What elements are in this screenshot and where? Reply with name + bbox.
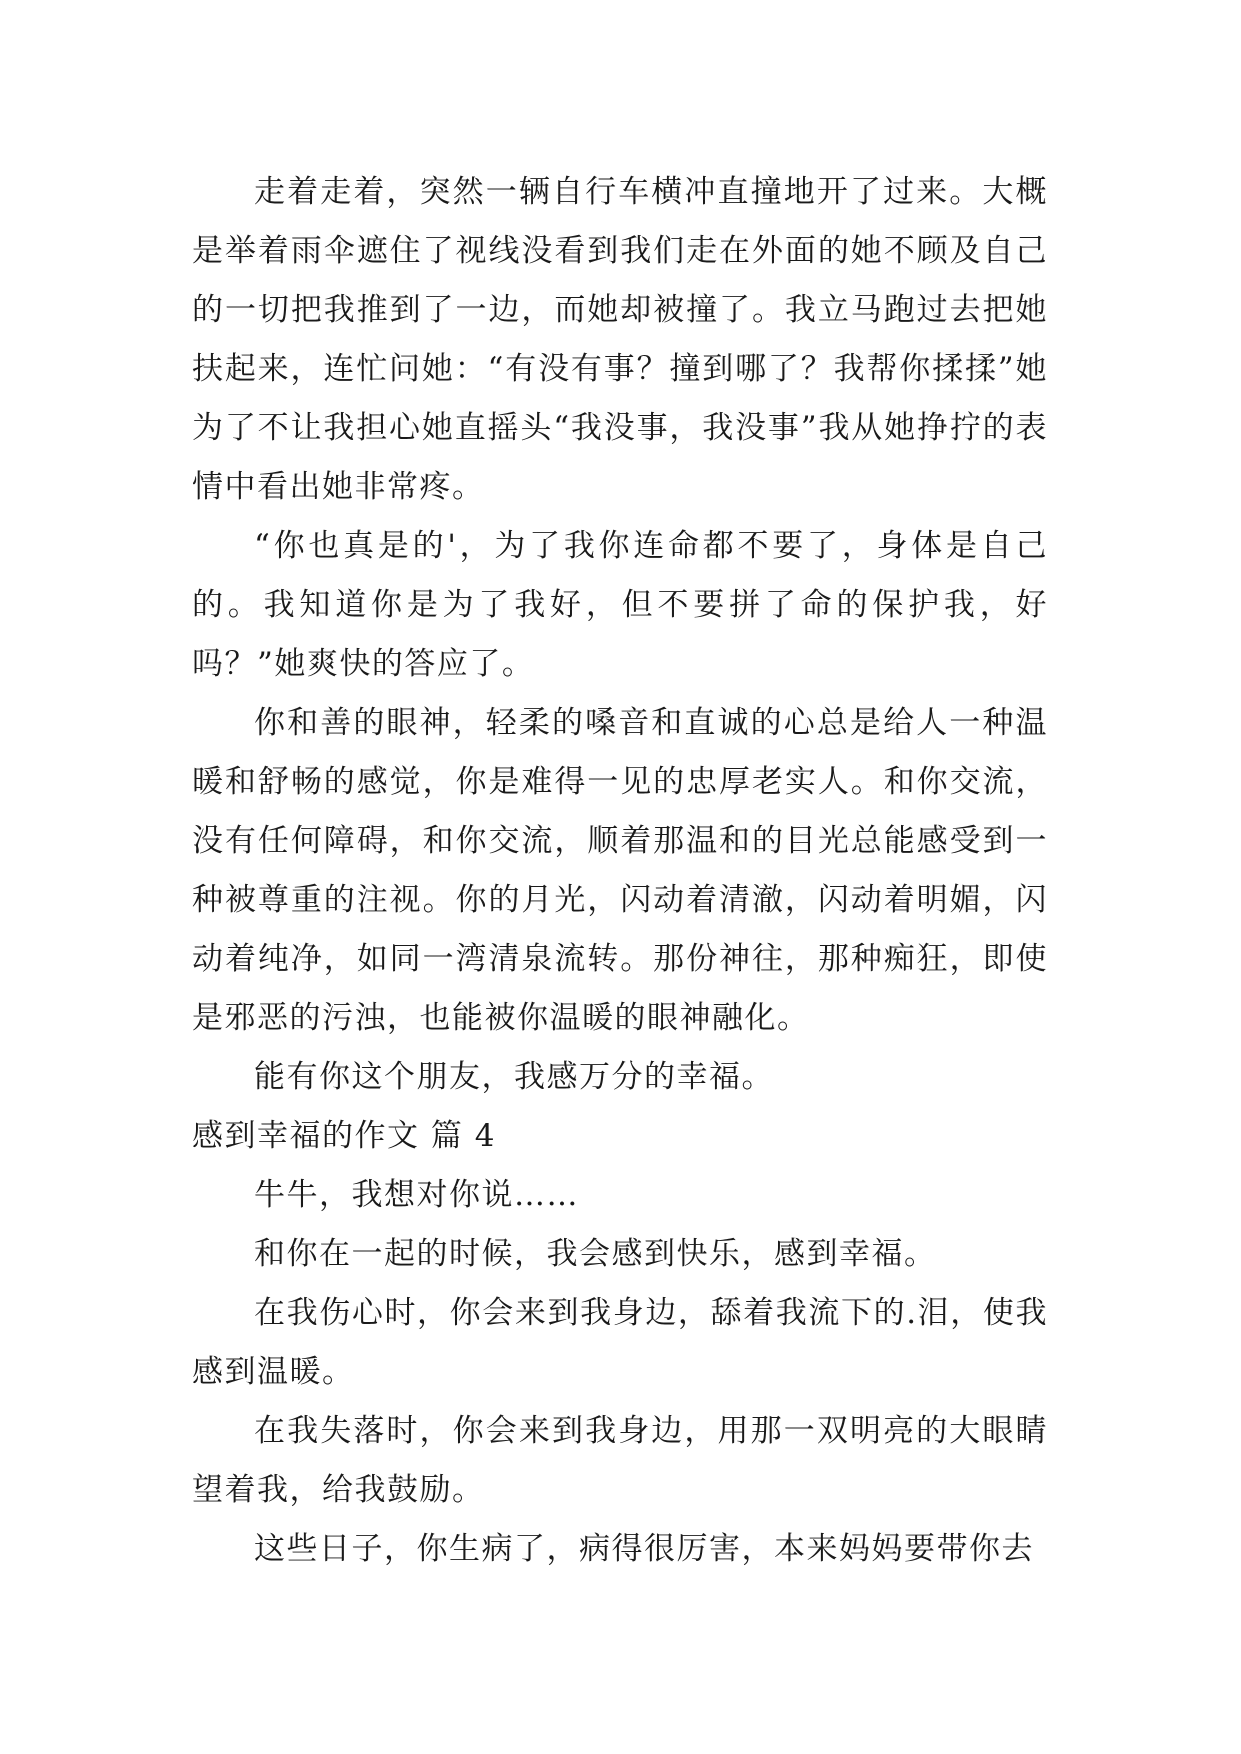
paragraph-sad-times: 在我伤心时，你会来到我身边，舔着我流下的.泪，使我感到温暖。 <box>192 1295 1048 1390</box>
paragraph-protect-me: “你也真是的'，为了我你连命都不要了，身体是自己的。我知道你是为了我好，但不要拼了命的保护我，好吗？”她爽快的答应了。 <box>192 528 1048 682</box>
paragraph-kind-eyes: 你和善的眼神，轻柔的嗓音和直诚的心总是给人一种温暖和舒畅的感觉，你是难得一见的忠厚老实人。和你交流，没有任何障碍，和你交流，顺着那温和的目光总能感受到一种被尊重的注视。你的月光，闪动着清澈，闪动着明媚，闪动着纯净，如同一湾清泉流转。那份神往，那种痴狂，即使是邪恶的污浊，也能被你温暖的眼神融化。 <box>192 705 1048 1036</box>
paragraph-bicycle-accident: 走着走着，突然一辆自行车横冲直撞地开了过来。大概是举着雨伞遮住了视线没看到我们走在外面的她不顾及自己的一切把我推到了一边，而她却被撞了。我立马跑过去把她扶起来，连忙问她：“有没有事？撞到哪了？我帮你揉揉”她为了不让我担心她直摇头“我没事，我没事”我从她挣拧的表情中看出她非常疼。 <box>192 174 1048 505</box>
paragraph-happy-friend: 能有你这个朋友，我感万分的幸福。 <box>254 1059 774 1095</box>
paragraph-together: 和你在一起的时候，我会感到快乐，感到幸福。 <box>254 1236 937 1272</box>
paragraph-niuniu: 牛牛，我想对你说…… <box>254 1177 579 1213</box>
section-heading: 感到幸福的作文 篇 4 <box>192 1118 496 1154</box>
paragraph-lost-times: 在我失落时，你会来到我身边，用那一双明亮的大眼睛望着我，给我鼓励。 <box>192 1413 1048 1508</box>
paragraph-sick-days: 这些日子，你生病了，病得很厉害，本来妈妈要带你去 <box>254 1531 1034 1567</box>
document-body <box>192 163 1048 1579</box>
